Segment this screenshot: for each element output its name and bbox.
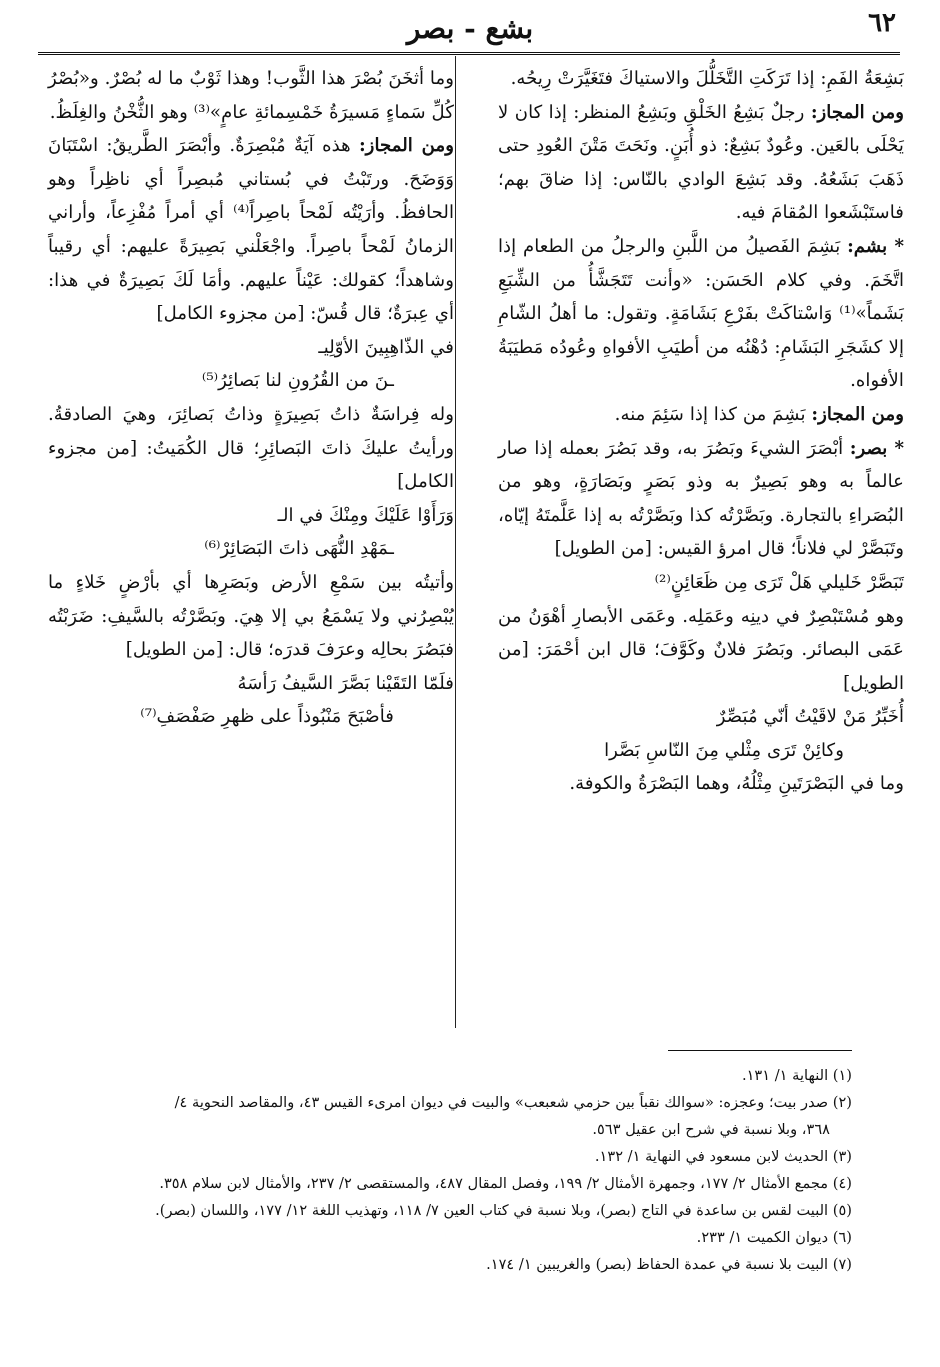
verse-line	[48, 364, 394, 398]
entry-lead: ومن المجاز:	[811, 403, 904, 425]
verse-line	[48, 532, 394, 566]
footnote-rule	[668, 1050, 852, 1051]
entry-paragraph	[48, 398, 454, 499]
page-number: ٦٢	[868, 8, 896, 38]
entry-paragraph	[48, 62, 454, 129]
column-divider	[455, 56, 456, 1028]
entry-text: ـمَهْدِ النُّهَى ذاتَ البَصَائِرْ⁽⁶⁾	[204, 538, 394, 560]
entry-lead: * بصر:	[849, 437, 904, 459]
entry-lead: * بشم:	[847, 235, 904, 257]
verse-line	[48, 499, 454, 533]
entry-text: أبْصَرَ الشيءَ وبَصُرَ به، وقد بَصُرَ بعمله إذا صار عالماً به وهو بَصِيرٌ به وذو بَصَرٍ وبَصَارَةٍ، وهو من البُصَراءِ بالتجارة. وبَصَّرْتُه كذا وبَصَّرْتُه به إذا عَلَّمتَهُ إيّاه، وتَبَصَّرْ لي فلاناً؛ قال امرؤ القيس: [من الطويل]	[498, 437, 904, 560]
entry-paragraph	[48, 566, 454, 667]
verse-line	[498, 734, 844, 768]
entry-lead: ومن المجاز:	[810, 101, 904, 123]
footnotes	[72, 1062, 852, 1278]
footnote: (٥) البيت لقس بن ساعدة في التاج (بصر)، وبلا نسبة في كتاب العين ٧/ ١١٨، وتهذيب اللغة ١٢/ ١٧٧، واللسان (بصر).	[155, 1202, 852, 1219]
footnote: (٧) البيت بلا نسبة في عمدة الحفاظ (بصر) والغريبين ١/ ١٧٤.	[486, 1256, 852, 1273]
entry-text: وما أثخَنَ بُصْرَ هذا الثَّوب! وهذا ثَوْبٌ ما له بُصْرٌ. و«بُصْرُ كُلِّ سَماءٍ مَسيرَةُ خَمْسِمائةِ عامٍ»⁽³⁾ وهو الثُّخْنُ والغِلَظُ.	[48, 68, 454, 123]
entry-text: رجلٌ بَشِعُ الخَلْقِ وبَشِعُ المنظر: إذا كان لا يَحْلَى بالعَين. وعُودٌ بَشِعٌ: ذو أُبَنٍ. ونَحَتَ مَتْنَ العُودِ حتى ذَهَبَ بَشَعُهُ. وقد بَشِعَ الوادي بالنّاس: إذا ضاقَ بهم؛ فاستَبْشَعوا المُقامَ فيه.	[498, 101, 904, 224]
footnote: (٣) الحديث لابن مسعود في النهاية ١/ ١٣٢.	[594, 1148, 852, 1165]
entry-text: تَبَصَّرْ خَليلي هَلْ تَرَى مِن ظَعَائِنٍ⁽²⁾	[654, 571, 904, 593]
entry-text: وهو مُسْتَبْصِرٌ في دينِه وعَمَلِه. وعَمَى الأبصارِ أهْوَنُ من عَمَى البصائر. وبَصُرَ فلانٌ وكَوَّفَ؛ قال ابن أحْمَرَ: [من الطويل]	[498, 605, 904, 694]
entry-text: وَرَأَوْا عَلَيْكَ ومِنْكَ في الـ	[277, 504, 454, 526]
footnote: (٢) صدر بيت؛ وعجزه: «سوالك نقباً بين حزمي شعبعب» والبيت في ديوان امرىء القيس ٤٣، والمقاصد النحوية ٤/	[174, 1094, 852, 1111]
entry-paragraph	[498, 767, 904, 801]
entry-text: بَشِمَ من كذا إذا سَئِمَ منه.	[614, 403, 806, 425]
verse-line	[48, 331, 454, 365]
footnote: ٣٦٨، وبلا نسبة في شرح ابن عقيل ٥٦٣.	[592, 1121, 830, 1138]
entry-paragraph	[498, 398, 904, 432]
right-text-column	[498, 62, 904, 801]
verse-line	[498, 566, 904, 600]
entry-lead: ومن المجاز:	[358, 135, 454, 157]
running-title: بشع - بصر	[406, 11, 534, 45]
entry-text: وله فِراسَةٌ ذاتُ بَصِيرَةٍ وذاتُ بَصائِرَ، وهيَ الصادقةُ. ورأيتُ عليكَ ذاتَ البَصائِرِ؛ قال الكُمَيتُ: [من مجزوء الكامل]	[48, 403, 454, 493]
entry-text: فلَمّا التَقَيْنا بَصَّرَ السَّيفُ رَأسَهُ	[237, 672, 454, 694]
entry-paragraph	[48, 129, 454, 331]
entry-text: فأصْبَحَ مَنْبُوذاً على ظهرِ صَفْصَفِ⁽⁷⁾	[140, 706, 394, 728]
entry-text: ـنَ من القُرُونِ لنا بَصائِرُ⁽⁵⁾	[201, 370, 394, 392]
entry-text: بَشِعَةُ الفَمِ: إذا تَرَكَتِ التَّخَلُّلَ والاستياكَ فتَغَيَّرَتْ رِيحُه.	[510, 68, 904, 89]
page-header	[40, 6, 900, 50]
entry-paragraph	[498, 432, 904, 566]
entry-paragraph	[498, 96, 904, 230]
left-text-column	[48, 62, 454, 734]
verse-line	[498, 700, 904, 734]
entry-text: أُخَبِّرُ مَنْ لاقَيْتُ أنّي مُبَصِّرٌ	[716, 706, 904, 728]
entry-text: وكائِنْ تَرَى مِثْلي مِنَ النّاسِ بَصَّرا	[604, 739, 844, 761]
entry-paragraph	[498, 230, 904, 398]
entry-paragraph	[498, 600, 904, 701]
verse-line	[48, 667, 454, 701]
entry-text: بَشِمَ الفَصيلُ من اللَّبنِ والرجلُ من الطعام إذا اتَّخَمَ. وفي كلام الحَسَن: «وأنت تَتَجَشَّأُ من الشِّبَعِ بَشَماً»⁽¹⁾ وَاسْتاكَتْ بفَرْعِ بَشَامَةٍ. وتقول: ما أهلُ الشّامِ إلا كشَجَرِ البَشَامِ: دُهْنُه من أطيَبِ الأفواهِ وعُودُه مَطيَبَةُ الأفواه.	[498, 235, 904, 392]
verse-line	[48, 700, 394, 734]
header-rule	[38, 52, 900, 55]
footnote: (٦) ديوان الكميت ١/ ٢٣٣.	[696, 1229, 852, 1246]
footnote: (٤) مجمع الأمثال ٢/ ١٧٧، وجمهرة الأمثال ٢/ ١٩٩، وفصل المقال ٤٨٧، والمستقصى ٢/ ٢٣٧، والأمثال لابن سلام ٣٥٨.	[159, 1175, 852, 1192]
entry-text: في الذّاهِبِينَ الأوّلِيـ	[318, 336, 454, 358]
entry-text: وما في البَصْرَتَينِ مِثْلُهُ، وهما البَصْرَةُ والكوفة.	[569, 773, 904, 795]
entry-text: هذه آيَةٌ مُبْصِرَةٌ. وأبْصَرَ الطَّريقُ: اسْتَبَانَ وَوَضَحَ. ورتَبْتُ في بُستاني مُبصِراً أي ناظِراً وهو الحافظُ. وأرَيْتُه لَمْحاً باصِراً⁽⁴⁾ أي أمراً مُفْزِعاً، وأراني الزمانُ لَمْحاً باصِراً. واجْعَلْني بَصِيرَةً عليهم: أي رقيباً وشاهداً؛ كقولك: عَيْناً عليهم. وأمَا لَكَ بَصِيرَةٌ في هذا: أي عِبرَةٌ؛ قال قُسّ: [من مجزوء الكامل]	[48, 135, 454, 325]
entry-text: وأتيتُه بين سَمْعِ الأرض وبَصَرِها أي بأرْضٍ خَلاءٍ ما يُبْصِرُني ولا يَسْمَعُ بي إلا هِيَ. وبَصَّرْتُه بالسَّيفِ: ضَرَبْتُه فبَصُرَ بحالِه وعرَفَ قدرَه؛ قال: [من الطويل]	[48, 571, 454, 661]
footnote: (١) النهاية ١/ ١٣١.	[741, 1067, 852, 1084]
entry-paragraph	[498, 62, 904, 96]
